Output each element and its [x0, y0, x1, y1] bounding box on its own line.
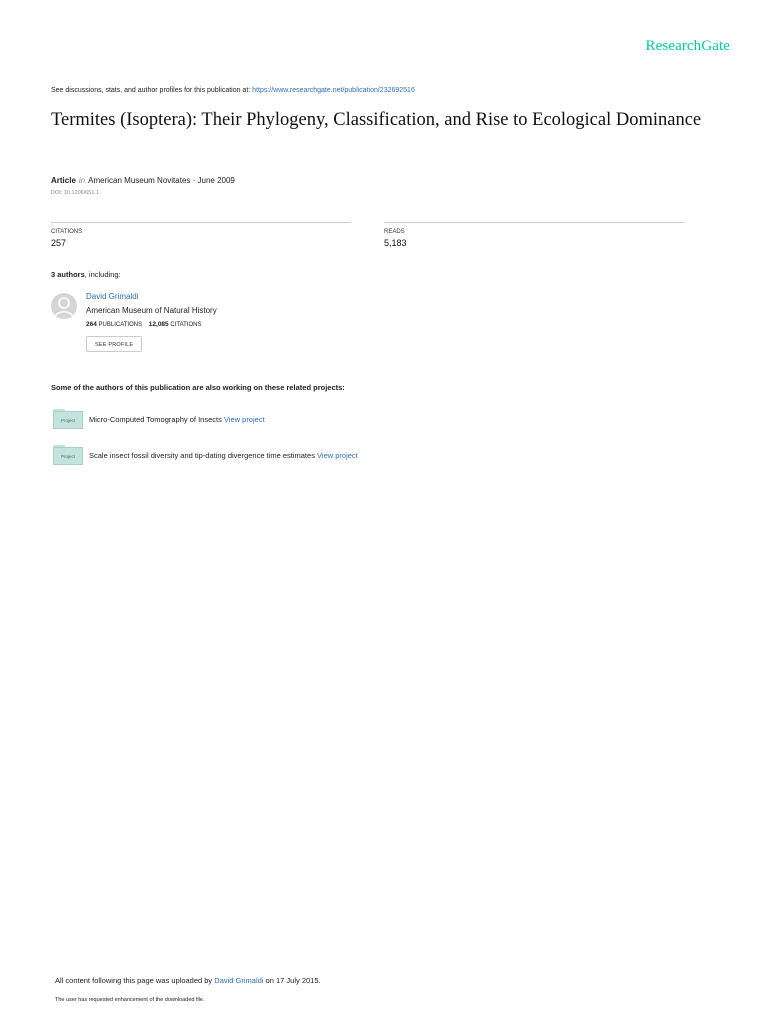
citations-label: CITATIONS: [51, 229, 83, 235]
authors-count: 3 authors: [51, 270, 85, 279]
author-publications-label: PUBLICATIONS: [98, 322, 143, 328]
publication-title: Termites (Isoptera): Their Phylogeny, Classification, and Rise to Ecological Dominance: [51, 110, 702, 130]
project-badge: Project: [53, 447, 83, 465]
researchgate-logo[interactable]: ResearchGate: [645, 38, 730, 54]
related-projects-heading: Some of the authors of this publication are also working on these related projects:: [51, 383, 345, 392]
author-citations-count: 12,085: [148, 321, 169, 328]
discussion-prefix: See discussions, stats, and author profiles for this publication at:: [51, 87, 253, 94]
author-stats: [86, 321, 201, 328]
publication-url-link[interactable]: https://www.researchgate.net/publication/232692516: [252, 87, 415, 94]
upload-footer: [55, 976, 321, 985]
publication-meta: [51, 176, 235, 185]
author-institution: American Museum of Natural History: [86, 306, 217, 315]
doi-text: DOI: 10.1206/651.1: [51, 190, 100, 196]
project-text: [89, 415, 265, 424]
in-word: in: [78, 176, 86, 185]
author-publications-count: 264: [86, 321, 97, 328]
author-name-link[interactable]: David Grimaldi: [86, 292, 139, 301]
reads-label: READS: [384, 229, 405, 235]
author-citations-label: CITATIONS: [170, 322, 202, 328]
reads-stat: [384, 222, 684, 248]
project-folder-icon: [53, 409, 83, 431]
authors-heading: [51, 270, 121, 279]
project-badge: Project: [53, 411, 83, 429]
project-text: [89, 451, 358, 460]
upload-suffix: on 17 July 2015.: [263, 976, 321, 985]
see-profile-button[interactable]: SEE PROFILE: [86, 336, 142, 352]
uploader-link[interactable]: David Grimaldi: [214, 976, 264, 985]
view-project-link[interactable]: View project: [223, 415, 265, 424]
reads-value: 5,183: [384, 238, 407, 248]
enhancement-note: The user has requested enhancement of the downloaded file.: [55, 997, 205, 1003]
user-silhouette-icon: [51, 293, 77, 319]
journal-date: American Museum Novitates · June 2009: [88, 176, 235, 185]
citations-value: 257: [51, 238, 67, 248]
authors-suffix: , including:: [84, 270, 121, 279]
article-type: Article: [51, 176, 76, 185]
project-title: Scale insect fossil diversity and tip-dating divergence time estimates: [89, 451, 315, 460]
view-project-link[interactable]: View project: [317, 451, 358, 460]
avatar[interactable]: [51, 293, 77, 319]
citations-stat: [51, 222, 351, 248]
discussion-line: [51, 87, 415, 94]
project-folder-icon: [53, 445, 83, 467]
upload-prefix: All content following this page was uploaded by: [55, 976, 215, 985]
project-title: Micro-Computed Tomography of Insects: [89, 415, 222, 424]
